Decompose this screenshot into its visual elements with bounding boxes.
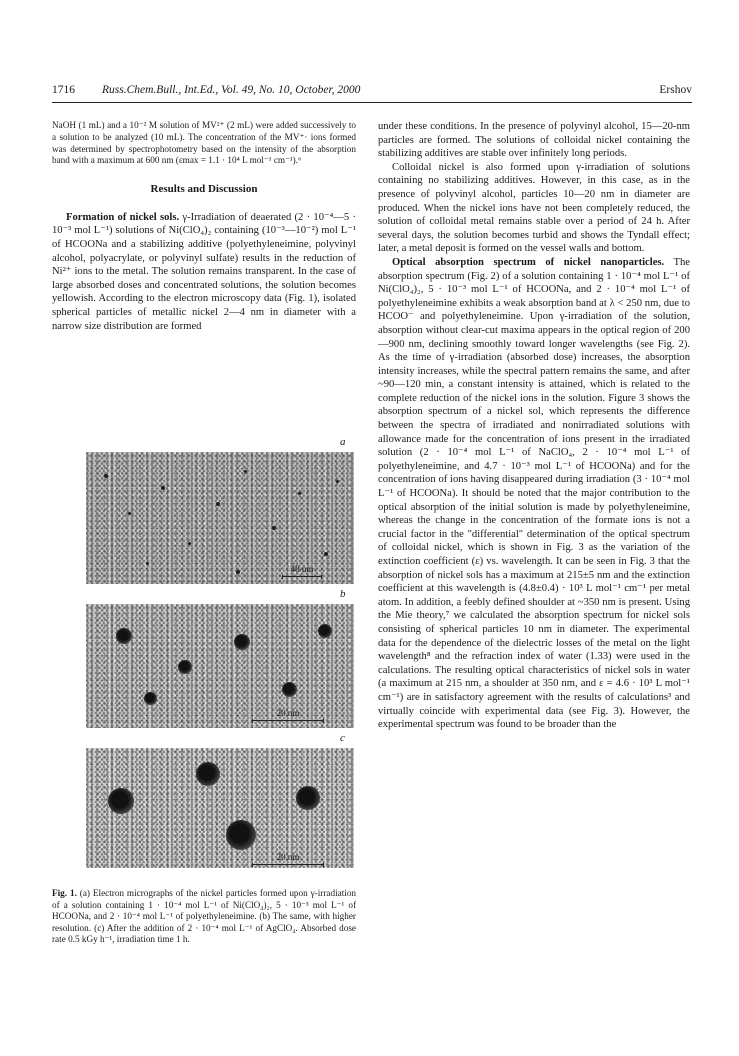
particle <box>298 492 301 495</box>
particle <box>272 526 276 530</box>
paragraph-optical <box>378 256 690 732</box>
particle <box>282 682 297 697</box>
left-column <box>52 120 356 333</box>
particle <box>104 474 108 478</box>
particle <box>144 692 157 705</box>
scale-label-a: 40 nm <box>290 564 314 574</box>
particle <box>236 570 240 574</box>
scale-label-b: 20 nm <box>276 708 300 718</box>
methods-paragraph: NaOH (1 mL) and a 10⁻² M solution of MV²⁺ (2 mL) were added successively to a solution to be analyzed (10 mL). The concentration of the MV⁺· ions formed was determined by spectrophotometry based on the intensity of the absorption band with a maximum at 600 nm (εmax = 1.1 · 10⁴ L mol⁻¹ cm⁻¹).⁶ <box>52 120 356 166</box>
particle <box>128 512 131 515</box>
section-title: Results and Discussion <box>150 183 258 196</box>
particle <box>116 628 132 644</box>
panel-label-c: c <box>340 732 345 744</box>
paragraph-colloidal: Colloidal nickel is also formed upon γ-irradiation of solutions containing no stabilizing additives. However, in this case, as in the presence of polyvinyl alcohol, particles 10—20 nm in diameter are produced. When the nickel ions have not been completely reduced, the solution of colloidal metal remains stable over a period of 24 h. After several days, the solution becomes turbid and shows the Tyndall effect; later, a metal deposit is formed on the vessel walls and bottom. <box>378 161 690 255</box>
running-head <box>52 84 692 103</box>
panel-label-a: a <box>340 436 346 448</box>
figure-number: Fig. 1. <box>52 888 77 898</box>
particle <box>146 562 149 565</box>
scale-label-c: 20 nm <box>276 852 300 862</box>
scale-bar-a <box>282 564 322 579</box>
scale-bar-c <box>252 852 324 867</box>
scale-line <box>252 863 324 867</box>
panel-label-b: b <box>340 588 346 600</box>
paragraph-formation <box>52 211 356 333</box>
particle <box>216 502 220 506</box>
scale-line <box>252 719 324 723</box>
scale-line <box>282 575 322 579</box>
paragraph-continued: under these conditions. In the presence of polyvinyl alcohol, 15—20-nm particles are formed. The solutions of colloidal nickel containing the stabilizing additives are stable over infinitely long periods. <box>378 121 690 160</box>
right-column <box>378 120 690 732</box>
paragraph-body: The absorption spectrum (Fig. 2) of a solution containing 1 · 10⁻⁴ mol L⁻¹ of Ni(ClO₄)₂, 5 · 10⁻³ mol L⁻¹ of HCOONa, and 2 · 10⁻⁴ mol L⁻¹ of polyethyleneimine exhibits a weak absorption band at λ < 250 nm, due to HCOO⁻ and polyethyleneimine. Upon γ-irradiation of the solution, absorption without clear-cut maxima appears in the optical region of 200—900 nm, declining smoothly toward longer wavelengths (see Fig. 2). As the time of γ-irradiation (absorbed dose) increases, the absorption intensity increases, while the spectral pattern remains the same, and after ~90—120 min, a constant intensity is attained, which is related to the complete reduction of the nickel ions in the solution. Figure 3 shows the absorption spectrum of a nickel sol, which represents the difference between the spectra of irradiated and nonirradiated solutions with allowance made for the concentration of ions present in the irradiated solution (2 · 10⁻⁴ mol L⁻¹ of NaClO₄, 2 · 10⁻⁴ mol L⁻¹ of polyethyleneimine, and 4.7 · 10⁻³ mol L⁻¹ of HCOONa) and for the concentration of ions having disappeared during irradiation (3 · 10⁻⁴ mol L⁻¹ of HCOONa). It should be noted that the major contribution to the optical absorption of the initial solution is made by polyethyleneimine, whereas the change in the concentration of the formate ions is not a crucial factor in the "differential" determination of the optical spectrum of colloidal nickel, which is shown in Fig. 3 as the variation of the extinction coefficient (ε) vs. wavelength. It can be seen in Fig. 3 that the absorption of nickel sols has a maximum at 215±5 nm and the extinction coefficient at this wavelength is (4.8±0.4) · 10³ L mol⁻¹ cm⁻¹ per metal atom. In addition, a feebly defined shoulder at ~350 nm is present. Using the Mie theory,⁷ we calculated the absorption spectrum for nickel sols consisting of spherical particles 10 nm in diameter. The experimental data for the dependence of the dielectric losses of the metal on the light wavelength⁸ and the refraction index of water (1.33) were used in the calculations. The resulting optical characteristics of nickel sols in water (a maximum at 215 nm, a shoulder at 350 nm, and ε = 4.6 · 10³ L mol⁻¹ cm⁻¹) are in satisfactory agreement with the results of calculations³ and virtually coincide with experimental data (see Fig. 3). However, the experimental spectrum was found to be broader than the <box>378 256 690 731</box>
run-in-heading: Optical absorption spectrum of nickel nanoparticles. <box>392 256 665 268</box>
particle <box>296 786 320 810</box>
particle <box>318 624 332 638</box>
particle <box>178 660 192 674</box>
figure-1 <box>52 436 356 880</box>
particle <box>196 762 220 786</box>
particle <box>244 470 247 473</box>
micrograph-c <box>86 748 354 868</box>
particle <box>226 820 256 850</box>
scale-bar-b <box>252 708 324 723</box>
particle <box>336 480 339 483</box>
caption-text: (a) Electron micrographs of the nickel particles formed upon γ-irradiation of a solution containing 1 · 10⁻⁴ mol L⁻¹ of Ni(ClO₄)₂, 5 · 10⁻³ mol L⁻¹ of HCOONa, and 2 · 10⁻⁴ mol L⁻¹ of polyethyleneimine. (b) The same, with higher resolution. (c) After the addition of 2 · 10⁻⁴ mol L⁻¹ of AgClO₄. Absorbed dose rate 0.5 kGy h⁻¹, irradiation time 1 h. <box>52 888 357 945</box>
figure-caption <box>52 888 356 946</box>
page-number: 1716 <box>52 84 75 96</box>
particle <box>234 634 250 650</box>
particle <box>188 542 191 545</box>
particle <box>324 552 328 556</box>
particle <box>161 486 165 490</box>
paragraph-body: γ-Irradiation of deaerated (2 · 10⁻⁴—5 · 10⁻³ mol L⁻¹) solutions of Ni(ClO₄)₂ containing (10⁻³—10⁻²) mol L⁻¹ of HCOONa and a stabilizing additive (polyethyleneimine, polyvinyl alcohol, polyacrylate, or polyvinyl sulfate) results in the reduction of Ni²⁺ ions to the metal. The solution remains transparent. In the case of large absorbed doses and concentrated solutions, the solution becomes yellowish. According to the electron microscopy data (Fig. 1), isolated spherical particles of metallic nickel 2—4 nm in diameter with a narrow size distribution are formed <box>52 211 356 332</box>
journal-citation: Russ.Chem.Bull., Int.Ed., Vol. 49, No. 10, October, 2000 <box>102 84 361 96</box>
particle <box>108 788 134 814</box>
run-in-heading: Formation of nickel sols. <box>66 211 180 223</box>
author-name: Ershov <box>659 84 692 96</box>
